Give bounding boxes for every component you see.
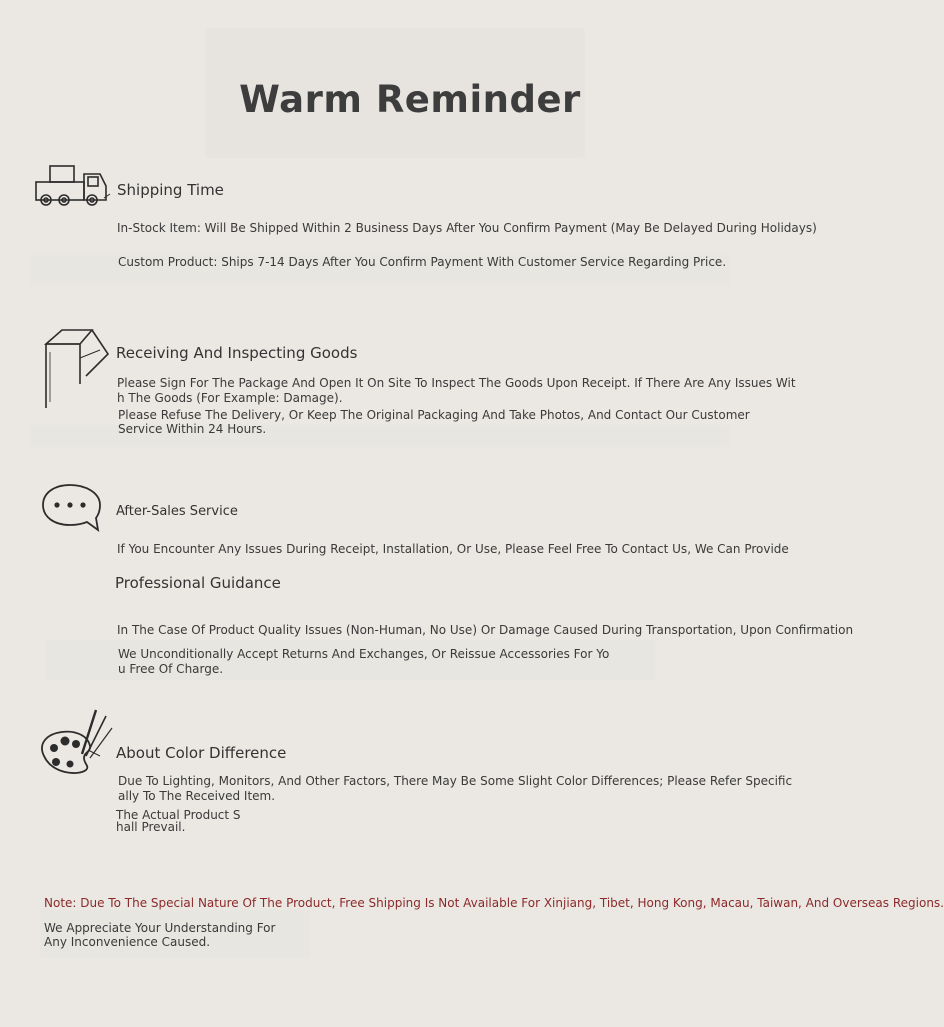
paint-palette-icon xyxy=(38,706,116,778)
shipping-heading: Shipping Time xyxy=(117,181,224,199)
chat-bubble-icon xyxy=(40,482,102,534)
shipping-note: Note: Due To The Special Nature Of The Product, Free Shipping Is Not Available For Xinjiang, Tibet, Hong Kong, Macau, Taiwan, And Overseas Regions. xyxy=(44,896,944,910)
aftersales-text-line: If You Encounter Any Issues During Receipt, Installation, Or Use, Please Feel Free To Contact Us, We Can Provide xyxy=(117,542,789,556)
receiving-text-line: Please Refuse The Delivery, Or Keep The Original Packaging And Take Photos, And Contact Our Customer xyxy=(118,408,750,422)
receiving-text-line: Please Sign For The Package And Open It On Site To Inspect The Goods Upon Receipt. If There Are Any Issues Wit xyxy=(117,376,796,390)
color-text-line: The Actual Product S xyxy=(116,808,241,822)
aftersales-text-line: We Unconditionally Accept Returns And Exchanges, Or Reissue Accessories For Yo xyxy=(118,647,610,661)
receiving-text-line: Service Within 24 Hours. xyxy=(118,422,267,436)
aftersales-subheading: Professional Guidance xyxy=(115,574,281,592)
shipping-text-line: Custom Product: Ships 7-14 Days After You Confirm Payment With Customer Service Regarding Price. xyxy=(118,255,727,269)
color-heading: About Color Difference xyxy=(116,744,287,762)
box-icon xyxy=(40,328,112,410)
note-text-line: Any Inconvenience Caused. xyxy=(44,935,211,949)
aftersales-text-line: u Free Of Charge. xyxy=(118,662,224,676)
note-text-line: We Appreciate Your Understanding For xyxy=(44,921,276,935)
receiving-text-line: h The Goods (For Example: Damage). xyxy=(117,391,343,405)
receiving-heading: Receiving And Inspecting Goods xyxy=(116,344,358,362)
color-text-line: hall Prevail. xyxy=(116,820,186,834)
page-title: Warm Reminder xyxy=(239,78,581,121)
color-text-line: Due To Lighting, Monitors, And Other Factors, There May Be Some Slight Color Differences; Please Refer Specific xyxy=(118,774,793,788)
shipping-text-line: In-Stock Item: Will Be Shipped Within 2 Business Days After You Confirm Payment (May Be Delayed During Holidays) xyxy=(117,221,817,235)
aftersales-text-line: In The Case Of Product Quality Issues (Non-Human, No Use) Or Damage Caused During Transportation, Upon Confirmation xyxy=(117,623,854,637)
truck-icon xyxy=(34,164,112,210)
color-text-line: ally To The Received Item. xyxy=(118,789,276,803)
aftersales-heading: After-Sales Service xyxy=(116,504,238,519)
